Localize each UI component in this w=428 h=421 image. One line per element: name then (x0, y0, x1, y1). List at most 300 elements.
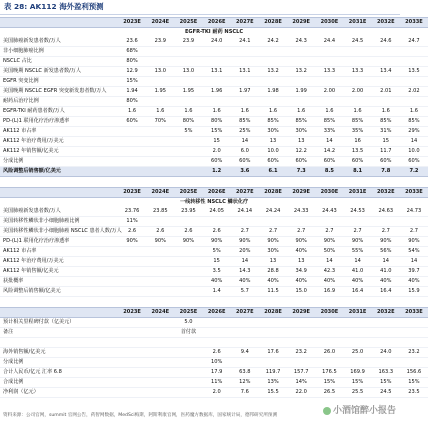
cell-value (174, 217, 202, 227)
cell-value (287, 318, 315, 328)
cell-value (146, 338, 174, 348)
table-row (0, 37, 428, 47)
cell-value (372, 318, 400, 328)
table-row (0, 97, 428, 107)
year-header: 2026E (203, 188, 231, 198)
cell-value: 85% (372, 117, 400, 127)
cell-value (146, 47, 174, 57)
cell-value: 13.3 (344, 67, 372, 77)
table-row (0, 167, 428, 177)
cell-value: 24.43 (315, 207, 343, 217)
cell-value: 60% (344, 157, 372, 167)
cell-value: 24.5 (344, 37, 372, 47)
header-corner (0, 188, 118, 198)
row-label: 风险调整后销售额/亿美元 (0, 167, 118, 177)
cell-value (146, 267, 174, 277)
row-label: AK112 年销售额/亿美元 (0, 147, 118, 157)
section-subtitle: 一线转移性 NSCLC 鳞状化疗 (180, 199, 249, 205)
cell-value: 2.7 (372, 227, 400, 237)
cell-value (315, 328, 343, 338)
cell-value (287, 338, 315, 348)
cell-value (259, 328, 287, 338)
cell-value (203, 328, 231, 338)
year-header: 2033E (400, 18, 428, 28)
cell-value: 85% (231, 117, 259, 127)
row-label: 净利润（亿元） (0, 388, 118, 398)
cell-value (259, 77, 287, 87)
cell-value: 30% (287, 127, 315, 137)
cell-value (315, 77, 343, 87)
cell-value: 16.4 (344, 287, 372, 297)
cell-value (146, 388, 174, 398)
cell-value: 13.2 (259, 67, 287, 77)
cell-value (118, 348, 146, 358)
table-row (0, 127, 428, 137)
cell-value: 34.9 (287, 267, 315, 277)
cell-value (287, 328, 315, 338)
cell-value (259, 217, 287, 227)
cell-value (231, 47, 259, 57)
cell-value: 17.6 (259, 348, 287, 358)
cell-value (118, 388, 146, 398)
cell-value: 15% (315, 378, 343, 388)
cell-value (146, 368, 174, 378)
cell-value: 90% (118, 237, 146, 247)
cell-value: 85% (315, 117, 343, 127)
table-row (0, 358, 428, 368)
section-subtitle-row (0, 198, 428, 208)
cell-value: 13.5 (344, 147, 372, 157)
cell-value: 5.7 (231, 287, 259, 297)
cell-value: 60% (400, 157, 428, 167)
year-header: 2032E (372, 18, 400, 28)
cell-value: 14 (231, 257, 259, 267)
row-label: 合计人民币/亿元 汇率 6.8 (0, 368, 118, 378)
row-label: 分成比例 (0, 157, 118, 167)
cell-value: 13.0 (174, 67, 202, 77)
cell-value: 13.4 (372, 67, 400, 77)
cell-value (174, 277, 202, 287)
cell-value (174, 77, 202, 87)
cell-value: 41.0 (344, 267, 372, 277)
cell-value: 6.0 (231, 147, 259, 157)
cell-value: 15.9 (400, 287, 428, 297)
cell-value (146, 378, 174, 388)
cell-value: 60% (315, 157, 343, 167)
cell-value (203, 217, 231, 227)
cell-value (146, 247, 174, 257)
cell-value (118, 338, 146, 348)
cell-value (118, 127, 146, 137)
cell-value (146, 217, 174, 227)
cell-value: 14 (372, 257, 400, 267)
cell-value (118, 157, 146, 167)
year-header: 2027E (231, 188, 259, 198)
cell-value: 30% (259, 247, 287, 257)
cell-value: 7.2 (400, 167, 428, 177)
cell-value: 24.3 (287, 37, 315, 47)
table-row (0, 348, 428, 358)
cell-value: 15% (400, 378, 428, 388)
cell-value: 24.24 (259, 207, 287, 217)
cell-value: 90% (344, 237, 372, 247)
cell-value: 163.3 (372, 368, 400, 378)
cell-value: 80% (203, 117, 231, 127)
year-header: 2030E (315, 308, 343, 318)
cell-value: 2.6 (146, 227, 174, 237)
cell-value (372, 97, 400, 107)
cell-value (118, 267, 146, 277)
cell-value: 5% (174, 127, 202, 137)
cell-value: 2.02 (400, 87, 428, 97)
cell-value (203, 318, 231, 328)
cell-value: 1.6 (400, 107, 428, 117)
table-row (0, 207, 428, 217)
table-row (0, 378, 428, 388)
cell-value: 24.1 (231, 37, 259, 47)
cell-value (146, 77, 174, 87)
table-row (0, 117, 428, 127)
year-header: 2031E (344, 308, 372, 318)
cell-value: 54% (400, 247, 428, 257)
cell-value (118, 318, 146, 328)
table-row (0, 277, 428, 287)
year-header: 2023E (118, 18, 146, 28)
section-subtitle: EGFR-TKI 耐药 NSCLC (184, 29, 244, 35)
cell-value: 1.94 (118, 87, 146, 97)
cell-value: 24.0 (203, 37, 231, 47)
cell-value: 2.0 (203, 147, 231, 157)
cell-value: 42.3 (315, 267, 343, 277)
cell-value: 14 (315, 257, 343, 267)
cell-value: 2.00 (315, 87, 343, 97)
cell-value: 6.1 (259, 167, 287, 177)
cell-value: 25.5 (344, 388, 372, 398)
row-label: NSCLC 占比 (0, 57, 118, 67)
row-label: 美国晚期 NSCLC EGFR 突变新发患者数/万人 (0, 87, 118, 97)
cell-value: 15 (372, 137, 400, 147)
cell-value (118, 378, 146, 388)
cell-value: 3.5 (203, 267, 231, 277)
cell-value: 157.7 (287, 368, 315, 378)
cell-value: 23.2 (400, 348, 428, 358)
table-title: 表 28: AK112 海外盈利预测 (0, 0, 400, 15)
cell-value (287, 358, 315, 368)
year-header-row (0, 188, 428, 198)
row-label: 获批概率 (0, 277, 118, 287)
wechat-icon (323, 407, 331, 415)
row-label: EGFR 突变比例 (0, 77, 118, 87)
cell-value: 90% (372, 237, 400, 247)
cell-value: 11.7 (372, 147, 400, 157)
cell-value: 1.6 (287, 107, 315, 117)
row-label: 美国晚期 NSCLC 新发患者数/万人 (0, 67, 118, 77)
table-row (0, 388, 428, 398)
cell-value: 40% (231, 277, 259, 287)
cell-value: 90% (400, 237, 428, 247)
watermark (323, 403, 396, 416)
cell-value: 24.7 (400, 37, 428, 47)
source-note: 资料来源：公司官网，summit 官网公告，药智网数据，MedSci梅斯，阿斯利康官网，医药魔方数据库，国家统计局，德邦研究所预测 (3, 413, 278, 418)
cell-value (400, 318, 428, 328)
cell-value: 29% (400, 127, 428, 137)
cell-value (146, 57, 174, 67)
section-subtitle-row (0, 28, 428, 38)
watermark-text: 小酒馆醉小报告 (332, 406, 396, 416)
cell-value (174, 338, 202, 348)
cell-value (231, 328, 259, 338)
row-label: 非小细胞肺癌比例 (0, 47, 118, 57)
cell-value: 16 (344, 137, 372, 147)
cell-value (174, 57, 202, 67)
cell-value (372, 358, 400, 368)
cell-value: 24.4 (315, 37, 343, 47)
cell-value: 10.0 (400, 147, 428, 157)
cell-value: 50% (315, 247, 343, 257)
cell-value (146, 257, 174, 267)
cell-value: 1.6 (203, 107, 231, 117)
cell-value (174, 47, 202, 57)
cell-value: 23.9 (146, 37, 174, 47)
year-header: 2027E (231, 18, 259, 28)
cell-value: 2.6 (203, 348, 231, 358)
cell-value (118, 257, 146, 267)
cell-value (400, 338, 428, 348)
cell-value: 90% (146, 237, 174, 247)
row-label: 备注 (0, 328, 118, 338)
cell-value: 40% (287, 277, 315, 287)
section-egfr-tki (0, 17, 423, 177)
cell-value: 8.1 (344, 167, 372, 177)
table-row (0, 107, 428, 117)
cell-value: 13.2 (287, 67, 315, 77)
cell-value: 15% (118, 77, 146, 87)
cell-value (259, 47, 287, 57)
cell-value: 156.6 (400, 368, 428, 378)
cell-value: 14 (344, 257, 372, 267)
cell-value: 28.8 (259, 267, 287, 277)
cell-value: 2.01 (372, 87, 400, 97)
cell-value (287, 47, 315, 57)
year-header: 2029E (287, 18, 315, 28)
cell-value (400, 217, 428, 227)
year-header: 2031E (344, 18, 372, 28)
cell-value (344, 77, 372, 87)
table-row (0, 217, 428, 227)
cell-value: 16.4 (372, 287, 400, 297)
cell-value: 15.5 (259, 388, 287, 398)
cell-value: 2.7 (231, 227, 259, 237)
cell-value: 13.5 (400, 67, 428, 77)
cell-value (174, 147, 202, 157)
year-header: 2028E (259, 18, 287, 28)
cell-value: 40% (287, 247, 315, 257)
cell-value: 90% (259, 237, 287, 247)
cell-value: 24.14 (231, 207, 259, 217)
cell-value: 40% (203, 277, 231, 287)
table-row (0, 137, 428, 147)
cell-value (344, 217, 372, 227)
cell-value: 14 (231, 137, 259, 147)
cell-value: 1.4 (203, 287, 231, 297)
table-row (0, 157, 428, 167)
forecast-table-3 (0, 307, 428, 398)
cell-value (315, 338, 343, 348)
cell-value: 24.05 (203, 207, 231, 217)
cell-value: 10.0 (259, 147, 287, 157)
cell-value (315, 318, 343, 328)
year-header: 2023E (118, 308, 146, 318)
cell-value: 24.53 (344, 207, 372, 217)
row-label: PD-(L)1 联用化疗治疗渗透率 (0, 117, 118, 127)
cell-value (146, 287, 174, 297)
cell-value (118, 247, 146, 257)
cell-value (259, 358, 287, 368)
cell-value (344, 47, 372, 57)
cell-value (174, 267, 202, 277)
cell-value (372, 47, 400, 57)
cell-value: 7.8 (372, 167, 400, 177)
cell-value: 14.2 (315, 147, 343, 157)
row-label: 风险调整后销售额/亿美元 (0, 287, 118, 297)
cell-value: 40% (259, 277, 287, 287)
cell-value (203, 57, 231, 67)
cell-value (400, 57, 428, 67)
cell-value (174, 368, 202, 378)
cell-value (146, 318, 174, 328)
cell-value (231, 358, 259, 368)
year-header: 2033E (400, 308, 428, 318)
year-header: 2028E (259, 308, 287, 318)
cell-value: 90% (287, 237, 315, 247)
cell-value (231, 338, 259, 348)
cell-value (344, 338, 372, 348)
cell-value (174, 157, 202, 167)
cell-value: 1.6 (372, 107, 400, 117)
cell-value: 13% (259, 378, 287, 388)
cell-value (231, 77, 259, 87)
cell-value: 60% (372, 157, 400, 167)
cell-value: 2.6 (118, 227, 146, 237)
table-row (0, 77, 428, 87)
cell-value: 13.1 (231, 67, 259, 77)
cell-value: 15 (203, 257, 231, 267)
row-label: PD-(L)1 联用化疗治疗渗透率 (0, 237, 118, 247)
year-header: 2026E (203, 308, 231, 318)
cell-value: 11% (203, 378, 231, 388)
cell-value: 13.3 (315, 67, 343, 77)
row-label: EGFR-TKI 耐药患者数/万人 (0, 107, 118, 117)
cell-value (118, 147, 146, 157)
table-row (0, 247, 428, 257)
cell-value (372, 338, 400, 348)
cell-value (203, 338, 231, 348)
row-label: AK112 年销售额/亿美元 (0, 267, 118, 277)
row-label: 美国肺癌新发患者数/万人 (0, 207, 118, 217)
cell-value: 17.9 (203, 368, 231, 378)
cell-value: 16.9 (315, 287, 343, 297)
cell-value: 14% (287, 378, 315, 388)
cell-value (146, 167, 174, 177)
row-label: AK112 市占率 (0, 247, 118, 257)
cell-value (287, 97, 315, 107)
cell-value: 13 (287, 137, 315, 147)
table-row (0, 257, 428, 267)
cell-value: 15% (203, 127, 231, 137)
cell-value: 25% (231, 127, 259, 137)
cell-value (287, 57, 315, 67)
cell-value: 70% (146, 117, 174, 127)
cell-value (174, 348, 202, 358)
cell-value (231, 318, 259, 328)
cell-value (146, 157, 174, 167)
cell-value: 1.98 (259, 87, 287, 97)
cell-value: 8.5 (315, 167, 343, 177)
row-label: AK112 年治疗费用/万美元 (0, 137, 118, 147)
cell-value: 31% (372, 127, 400, 137)
year-header: 2030E (315, 188, 343, 198)
cell-value (315, 57, 343, 67)
cell-value (259, 97, 287, 107)
row-label: AK112 市占率 (0, 127, 118, 137)
cell-value (231, 57, 259, 67)
row-label: 美国肺癌新发患者数/万人 (0, 37, 118, 47)
cell-value: 85% (287, 117, 315, 127)
cell-value: 14 (315, 137, 343, 147)
cell-value: 90% (231, 237, 259, 247)
year-header: 2026E (203, 18, 231, 28)
cell-value (146, 137, 174, 147)
year-header-row (0, 18, 428, 28)
cell-value: 1.96 (203, 87, 231, 97)
cell-value (372, 57, 400, 67)
cell-value: 12% (231, 378, 259, 388)
year-header: 2029E (287, 308, 315, 318)
cell-value (118, 328, 146, 338)
cell-value (146, 358, 174, 368)
cell-value: 24.0 (372, 348, 400, 358)
cell-value (344, 318, 372, 328)
cell-value (174, 167, 202, 177)
cell-value: 11% (118, 217, 146, 227)
cell-value (146, 127, 174, 137)
section-summary (0, 307, 423, 398)
cell-value: 169.9 (344, 368, 372, 378)
cell-value (287, 77, 315, 87)
table-row (0, 338, 428, 348)
cell-value: 5% (203, 247, 231, 257)
cell-value: 2.6 (174, 227, 202, 237)
cell-value: 60% (118, 117, 146, 127)
cell-value: 1.6 (259, 107, 287, 117)
cell-value: 12.9 (118, 67, 146, 77)
cell-value: 1.99 (287, 87, 315, 97)
cell-value: 23.9 (174, 37, 202, 47)
year-header: 2033E (400, 188, 428, 198)
cell-value: 10% (203, 358, 231, 368)
cell-value (118, 137, 146, 147)
cell-value (203, 97, 231, 107)
cell-value: 26.0 (315, 348, 343, 358)
cell-value: 23.2 (287, 348, 315, 358)
table-row (0, 57, 428, 67)
cell-value: 14.3 (231, 267, 259, 277)
cell-value: 85% (400, 117, 428, 127)
cell-value (174, 358, 202, 368)
year-header: 2027E (231, 308, 259, 318)
year-header: 2023E (118, 188, 146, 198)
row-label: 合成比例 (0, 378, 118, 388)
